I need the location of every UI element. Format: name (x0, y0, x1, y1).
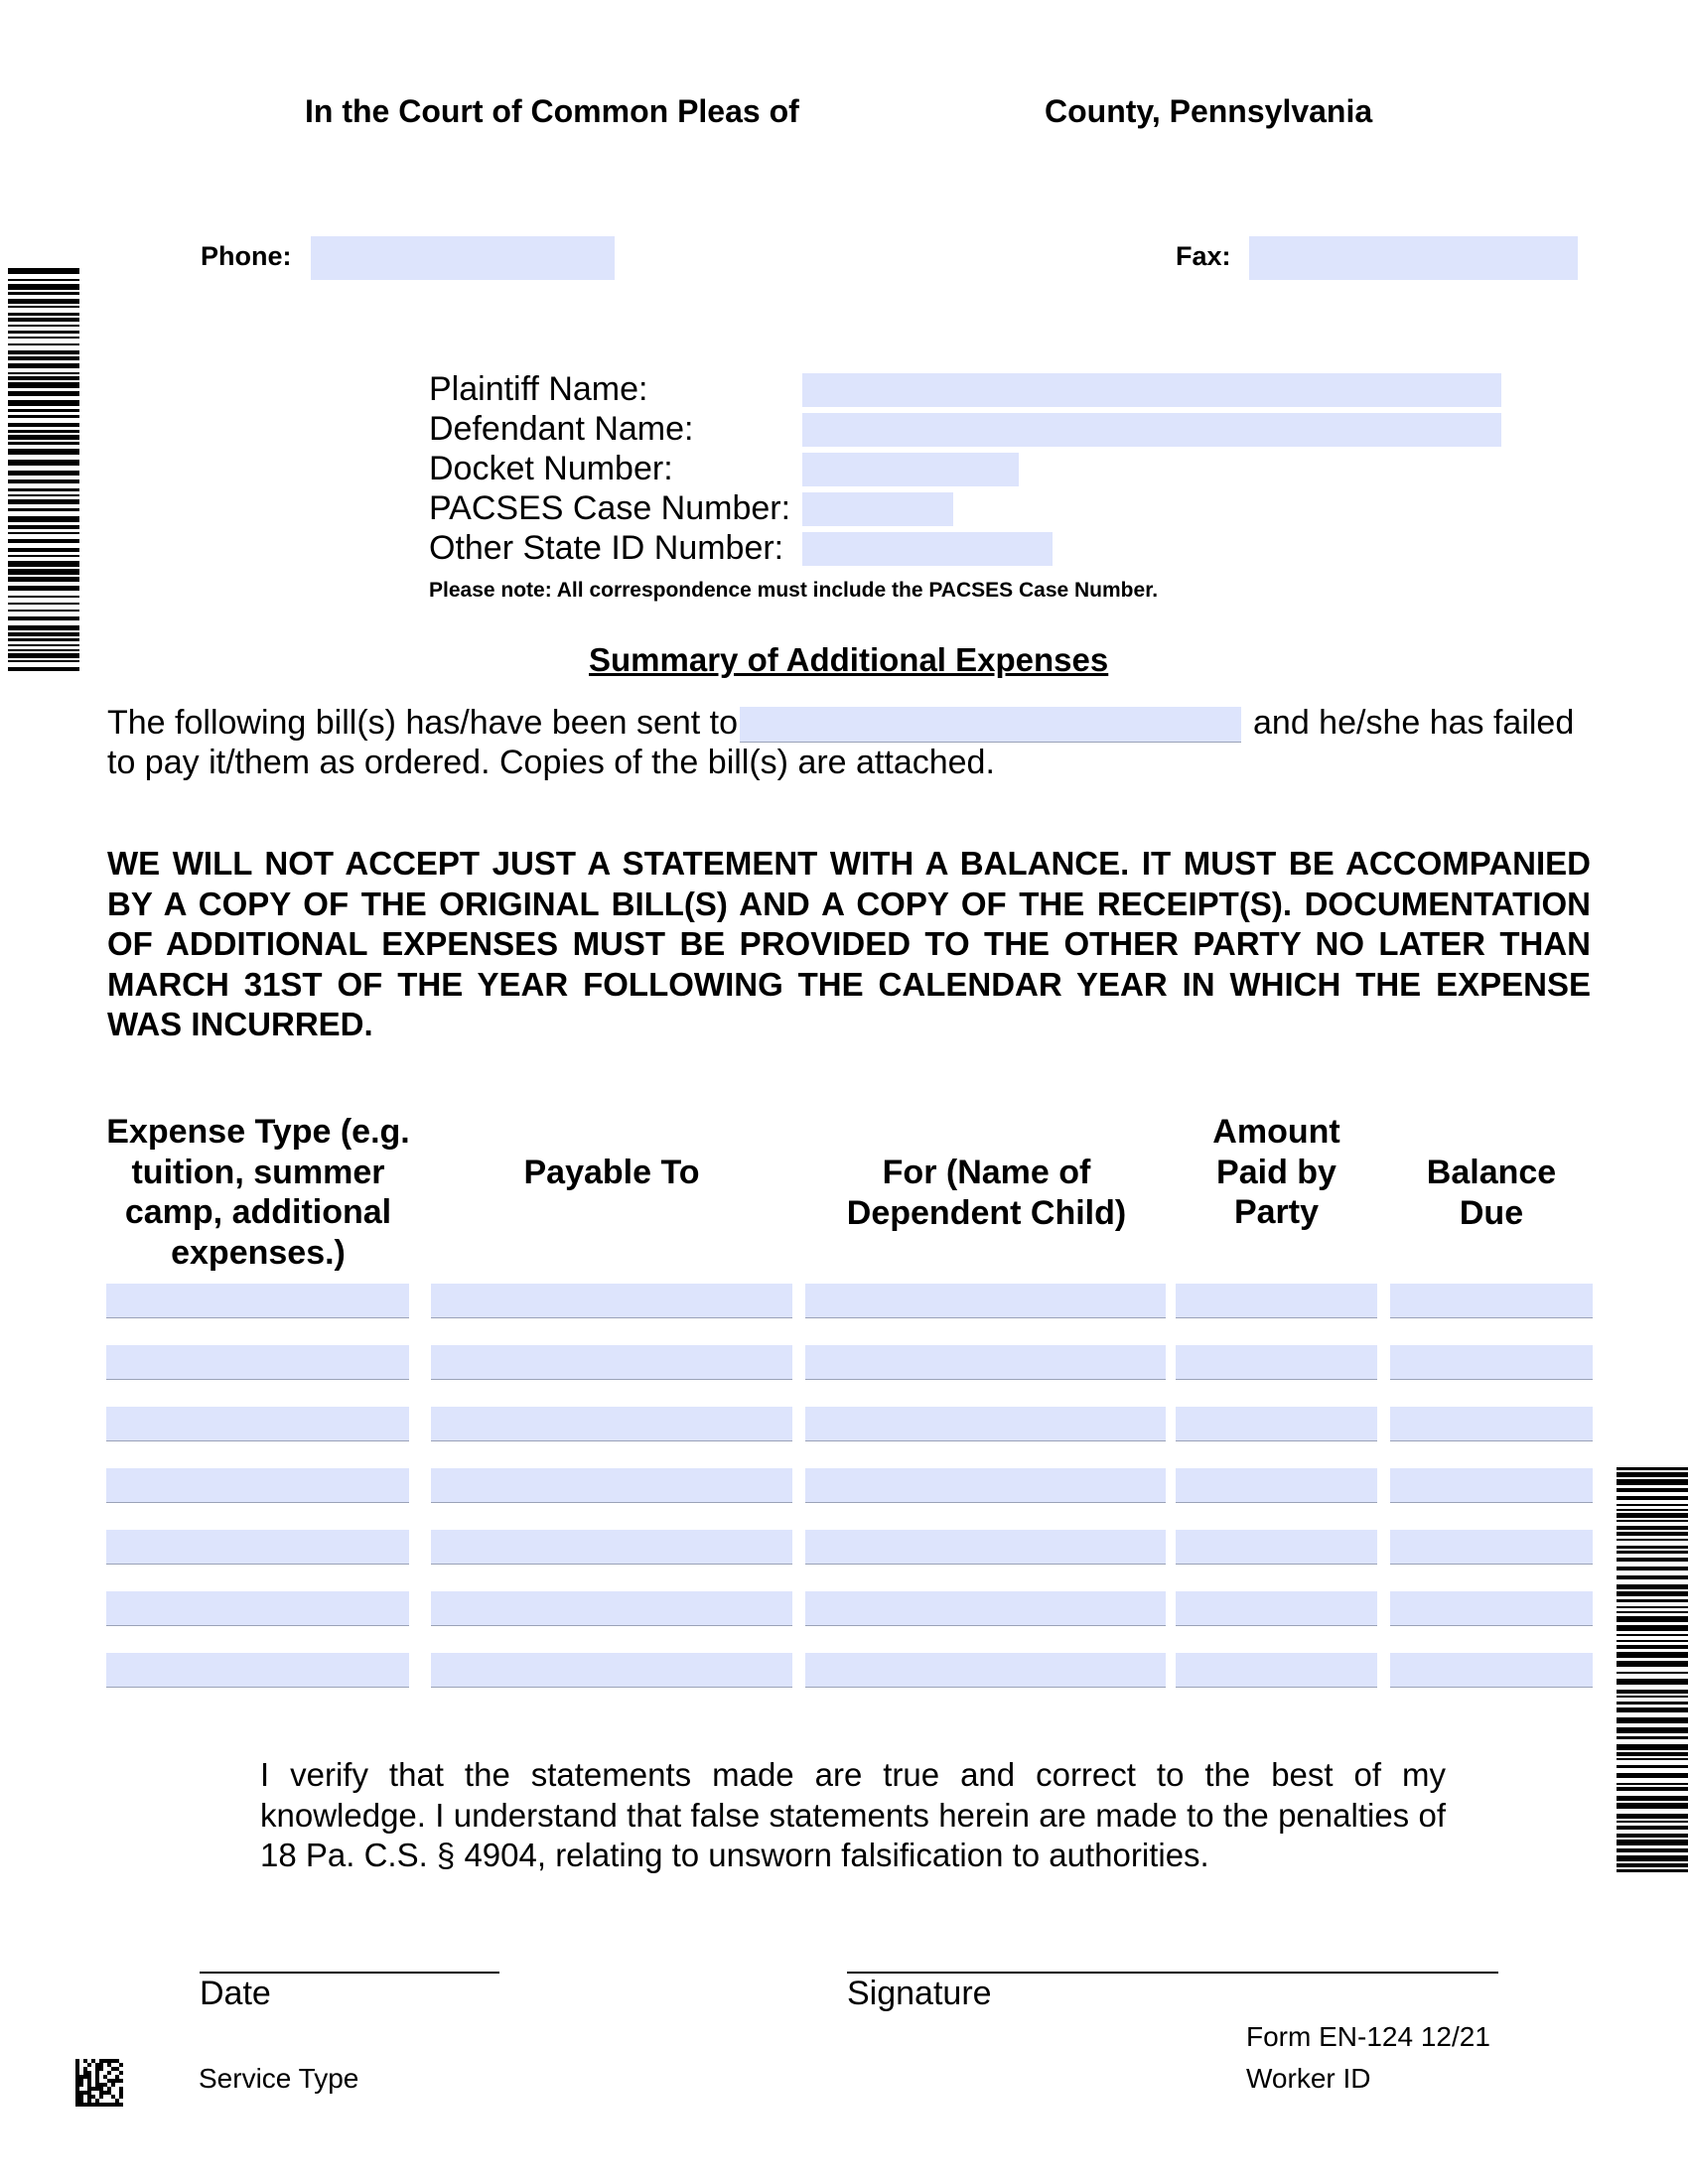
barcode-bar (1617, 1606, 1688, 1608)
barcode-bar (8, 499, 79, 504)
barcode-bar (8, 363, 79, 368)
pacses-case-number-field[interactable] (802, 492, 953, 526)
row-4-expense-type-field[interactable] (106, 1468, 409, 1503)
row-1-expense-type-field[interactable] (106, 1284, 409, 1318)
barcode-bar (8, 561, 79, 567)
barcode-bar (1617, 1787, 1688, 1791)
other-state-id-field[interactable] (802, 532, 1053, 566)
barcode-bar (1617, 1526, 1688, 1530)
phone-field[interactable] (311, 236, 615, 280)
barcode-bar (1617, 1840, 1688, 1845)
barcode-bar (8, 279, 79, 281)
fax-label: Fax: (1176, 241, 1231, 271)
bill-recipient-field[interactable] (740, 707, 1241, 743)
barcode-bar (8, 494, 79, 496)
barcode-bar (8, 284, 79, 290)
matrix-module (107, 2071, 111, 2075)
barcode-bar (8, 306, 79, 308)
barcode-bar (1617, 1567, 1688, 1570)
barcode-bar (8, 569, 79, 575)
matrix-module (99, 2067, 103, 2071)
worker-id-label: Worker ID (1246, 2063, 1371, 2094)
plaintiff-name-label: Plaintiff Name: (429, 370, 648, 408)
docket-number-field[interactable] (802, 453, 1019, 486)
barcode-bar (1617, 1727, 1688, 1733)
barcode-bar (8, 516, 79, 522)
defendant-name-field[interactable] (802, 413, 1501, 447)
barcode-bar (8, 343, 79, 345)
fax-field[interactable] (1249, 236, 1578, 280)
docket-number-label: Docket Number: (429, 450, 673, 487)
barcode-bar (1617, 1855, 1688, 1861)
matrix-module (99, 2095, 103, 2099)
row-5-balance-due-field[interactable] (1390, 1530, 1593, 1565)
row-5-payable-to-field[interactable] (431, 1530, 792, 1565)
matrix-module (119, 2095, 123, 2099)
row-2-child-name-field[interactable] (805, 1345, 1166, 1380)
barcode-bar (1617, 1834, 1688, 1838)
barcode-bar (1617, 1645, 1688, 1649)
barcode-bar (8, 391, 79, 396)
row-7-payable-to-field[interactable] (431, 1653, 792, 1688)
barcode-bar (1617, 1661, 1688, 1667)
barcode-bar (8, 577, 79, 582)
barcode-bar (8, 653, 79, 658)
intro-text-part2: and he/she has failed (1253, 704, 1575, 742)
row-1-balance-due-field[interactable] (1390, 1284, 1593, 1318)
row-7-expense-type-field[interactable] (106, 1653, 409, 1688)
barcode-bar (8, 442, 79, 445)
row-6-balance-due-field[interactable] (1390, 1591, 1593, 1626)
row-4-payable-to-field[interactable] (431, 1468, 792, 1503)
matrix-module (79, 2083, 83, 2087)
barcode-bar (1617, 1625, 1688, 1631)
verification-statement: I verify that the statements made are true and correct to the best of my knowledge. I understand that false statements herein are made to the penalties of 18 Pa. C.S. § 4904, relating to unsworn falsification to authorities. (260, 1756, 1446, 1873)
barcode-bar (8, 382, 79, 388)
barcode-bar (8, 508, 79, 511)
col-header-payable-to: Payable To (523, 1154, 700, 1191)
barcode-bar (1617, 1672, 1688, 1674)
pacses-note: Please note: All correspondence must include the PACSES Case Number. (429, 579, 1159, 602)
documentation-warning: WE WILL NOT ACCEPT JUST A STATEMENT WITH A BALANCE. IT MUST BE ACCOMPANIED BY A COPY OF THE ORIGINAL BILL(S) AND A COPY OF THE RECEIPT(S). DOCUMENTATION OF ADDITIONAL EXPENSES MUST BE PROVIDED TO THE OTHER PARTY NO LATER THAN MARCH 31ST OF THE YEAR FOLLOWING THE CALENDAR YEAR IN WHICH THE EXPENSE WAS INCURRED. (107, 845, 1591, 1042)
left-barcode (8, 268, 79, 673)
barcode-bar (1617, 1546, 1688, 1549)
barcode-bar (1617, 1616, 1688, 1622)
row-5-amount-paid-field[interactable] (1176, 1530, 1377, 1565)
barcode-bar (1617, 1773, 1688, 1778)
barcode-bar (8, 660, 79, 662)
barcode-bar (8, 649, 79, 651)
col-header-expense-type: Expense Type (e.g. tuition, summer camp, additional expenses.) (106, 1113, 410, 1272)
barcode-bar (1617, 1814, 1688, 1819)
row-2-payable-to-field[interactable] (431, 1345, 792, 1380)
barcode-bar (1617, 1509, 1688, 1511)
barcode-bar (8, 667, 79, 671)
barcode-bar (8, 525, 79, 529)
barcode-bar (1617, 1467, 1688, 1470)
barcode-bar (8, 632, 79, 636)
barcode-bar (8, 539, 79, 543)
row-1-child-name-field[interactable] (805, 1284, 1166, 1318)
court-title-suffix: County, Pennsylvania (1045, 93, 1373, 129)
barcode-bar (1617, 1717, 1688, 1723)
col-header-balance-due: Balance Due (1426, 1154, 1557, 1232)
barcode-bar (1617, 1796, 1688, 1801)
barcode-bar (1617, 1496, 1688, 1500)
row-6-expense-type-field[interactable] (106, 1591, 409, 1626)
plaintiff-name-field[interactable] (802, 373, 1501, 407)
matrix-module (119, 2071, 123, 2075)
barcode-bar (8, 616, 79, 620)
barcode-bar (8, 292, 79, 295)
barcode-bar (1617, 1584, 1688, 1589)
barcode-bar (1617, 1634, 1688, 1636)
barcode-bar (1617, 1551, 1688, 1554)
barcode-bar (1617, 1539, 1688, 1541)
barcode-bar (8, 488, 79, 491)
barcode-bar (8, 400, 79, 406)
row-3-payable-to-field[interactable] (431, 1407, 792, 1441)
barcode-bar (8, 268, 79, 274)
col-header-amount-paid: Amount Paid by Party (1212, 1113, 1340, 1231)
barcode-bar (8, 318, 79, 322)
barcode-bar (8, 356, 79, 360)
row-3-child-name-field[interactable] (805, 1407, 1166, 1441)
barcode-bar (8, 644, 79, 646)
row-5-expense-type-field[interactable] (106, 1530, 409, 1565)
barcode-bar (8, 625, 79, 630)
barcode-bar (8, 313, 79, 316)
barcode-bar (8, 548, 79, 552)
matrix-module (119, 2063, 123, 2067)
row-1-amount-paid-field[interactable] (1176, 1284, 1377, 1318)
row-7-balance-due-field[interactable] (1390, 1653, 1593, 1688)
form-id: Form EN-124 12/21 (1246, 2021, 1490, 2052)
barcode-bar (1617, 1479, 1688, 1485)
barcode-bar (8, 423, 79, 427)
barcode-bar (8, 555, 79, 557)
barcode-bar (8, 460, 79, 466)
barcode-bar (1617, 1744, 1688, 1750)
right-barcode (1617, 1467, 1688, 1874)
court-title-prefix: In the Court of Common Pleas of (305, 93, 799, 129)
row-3-amount-paid-field[interactable] (1176, 1407, 1377, 1441)
barcode-bar (1617, 1575, 1688, 1579)
phone-label: Phone: (201, 241, 292, 271)
barcode-bar (1617, 1696, 1688, 1698)
barcode-bar (8, 376, 79, 380)
row-7-child-name-field[interactable] (805, 1653, 1166, 1688)
barcode-bar (8, 586, 79, 591)
barcode-bar (1617, 1591, 1688, 1596)
barcode-bar (1617, 1679, 1688, 1685)
service-type-label: Service Type (199, 2063, 359, 2094)
barcode-bar (8, 596, 79, 598)
barcode-bar (1617, 1848, 1688, 1852)
barcode-bar (1617, 1803, 1688, 1809)
matrix-module (87, 2063, 91, 2067)
row-2-expense-type-field[interactable] (106, 1345, 409, 1380)
barcode-bar (1617, 1863, 1688, 1867)
row-4-balance-due-field[interactable] (1390, 1468, 1593, 1503)
row-2-amount-paid-field[interactable] (1176, 1345, 1377, 1380)
barcode-bar (1617, 1736, 1688, 1739)
matrix-module (119, 2103, 123, 2107)
barcode-bar (8, 603, 79, 605)
barcode-bar (1617, 1707, 1688, 1712)
barcode-bar (8, 337, 79, 339)
barcode-bar (8, 430, 79, 433)
row-6-payable-to-field[interactable] (431, 1591, 792, 1626)
row-3-expense-type-field[interactable] (106, 1407, 409, 1441)
row-5-child-name-field[interactable] (805, 1530, 1166, 1565)
matrix-module (119, 2079, 123, 2083)
barcode-bar (1617, 1520, 1688, 1522)
row-3-balance-due-field[interactable] (1390, 1407, 1593, 1441)
barcode-bar (1617, 1472, 1688, 1477)
barcode-bar (1617, 1702, 1688, 1705)
summary-title: Summary of Additional Expenses (589, 641, 1109, 678)
barcode-bar (1617, 1513, 1688, 1518)
barcode-bar (8, 331, 79, 334)
data-matrix-code (75, 2059, 123, 2107)
barcode-bar (8, 325, 79, 327)
matrix-module (111, 2083, 115, 2087)
barcode-bar (1617, 1821, 1688, 1823)
other-state-id-label: Other State ID Number: (429, 529, 784, 567)
barcode-bar (1617, 1504, 1688, 1506)
barcode-bar (1617, 1690, 1688, 1694)
barcode-bar (8, 299, 79, 304)
barcode-bar (1617, 1826, 1688, 1830)
barcode-bar (8, 471, 79, 476)
barcode-bar (1617, 1652, 1688, 1658)
barcode-bar (1617, 1752, 1688, 1756)
signature-label: Signature (847, 1975, 992, 2012)
defendant-name-label: Defendant Name: (429, 410, 694, 448)
barcode-bar (8, 415, 79, 418)
barcode-bar (8, 449, 79, 455)
pacses-case-number-label: PACSES Case Number: (429, 489, 791, 527)
row-1-payable-to-field[interactable] (431, 1284, 792, 1318)
barcode-bar (1617, 1640, 1688, 1642)
barcode-bar (1617, 1765, 1688, 1768)
barcode-bar (1617, 1758, 1688, 1760)
row-4-amount-paid-field[interactable] (1176, 1468, 1377, 1503)
barcode-bar (8, 610, 79, 612)
row-6-child-name-field[interactable] (805, 1591, 1166, 1626)
barcode-bar (8, 409, 79, 412)
barcode-bar (1617, 1532, 1688, 1536)
barcode-bar (1617, 1869, 1688, 1872)
barcode-bar (8, 479, 79, 483)
barcode-bar (8, 435, 79, 440)
date-label: Date (200, 1975, 271, 2012)
barcode-bar (1617, 1611, 1688, 1613)
row-6-amount-paid-field[interactable] (1176, 1591, 1377, 1626)
barcode-bar (1617, 1558, 1688, 1562)
barcode-bar (8, 532, 79, 534)
intro-text-line2: to pay it/them as ordered. Copies of the bill(s) are attached. (107, 744, 995, 781)
barcode-bar (8, 638, 79, 641)
barcode-bar (8, 372, 79, 374)
intro-text-part1: The following bill(s) has/have been sent to (107, 704, 739, 742)
barcode-bar (1617, 1599, 1688, 1602)
row-7-amount-paid-field[interactable] (1176, 1653, 1377, 1688)
row-4-child-name-field[interactable] (805, 1468, 1166, 1503)
barcode-bar (8, 350, 79, 354)
row-2-balance-due-field[interactable] (1390, 1345, 1593, 1380)
barcode-bar (1617, 1783, 1688, 1785)
col-header-for-child: For (Name of Dependent Child) (846, 1154, 1127, 1232)
barcode-bar (1617, 1488, 1688, 1492)
